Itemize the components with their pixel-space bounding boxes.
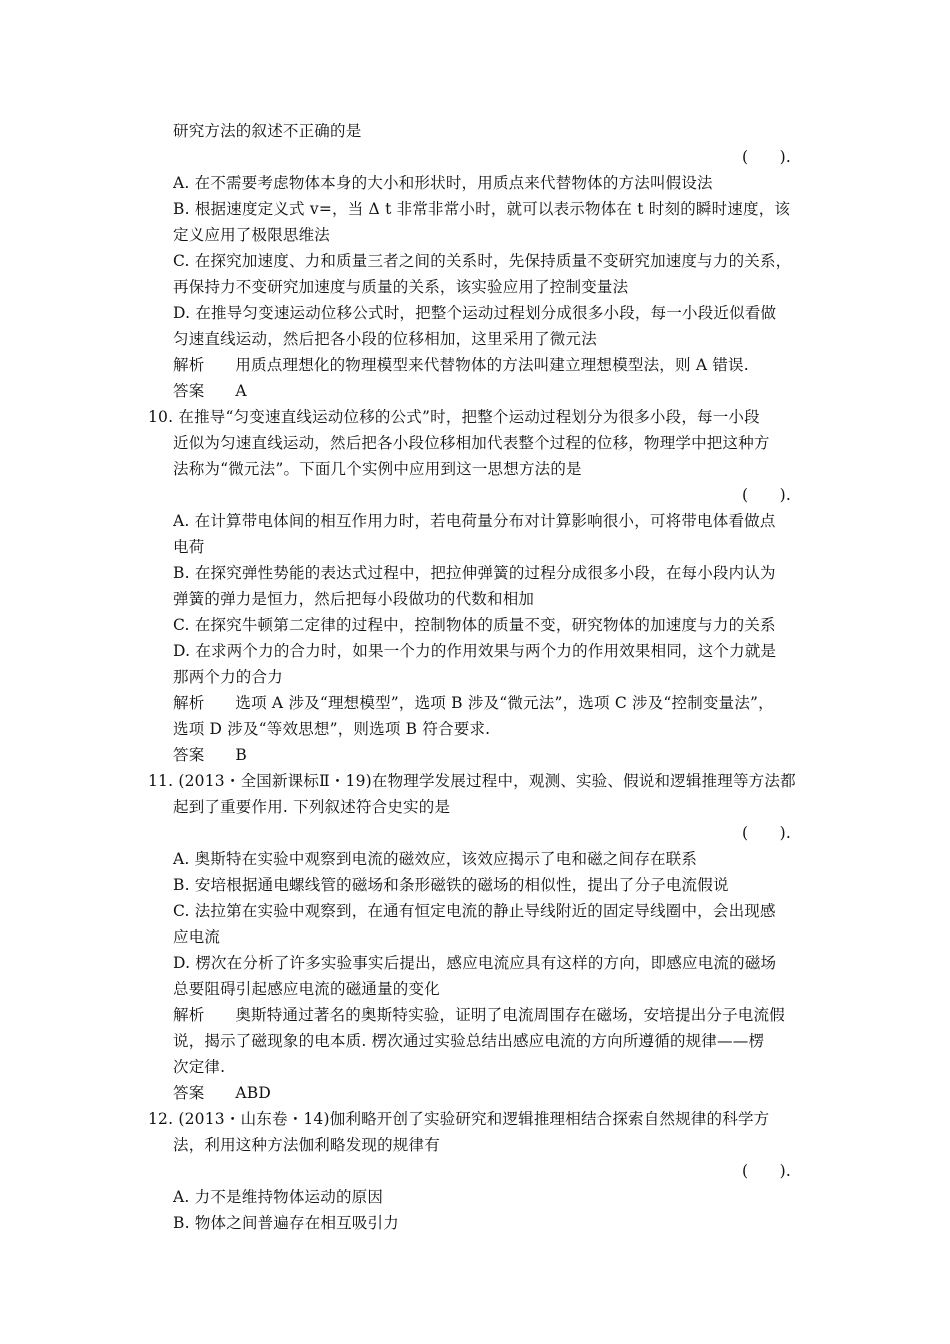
q10-answer-bracket: ( ). [742,486,792,504]
q9-stem-tail: 研究方法的叙述不正确的是 [173,122,362,140]
analysis-label: 解析 [173,694,205,712]
q12-answer-bracket: ( ). [742,1162,792,1180]
q10-option-b-line2: 弹簧的弹力是恒力，然后把每小段做功的代数和相加 [173,590,535,608]
q11-answer [173,1082,271,1104]
answer-label: 答案 [173,746,205,764]
q10-stem-line2: 近似为匀速直线运动，然后把各小段位移相加代表整个过程的位移，物理学中把这种方 [173,434,770,452]
q9-option-c-line2: 再保持力不变研究加速度与质量的关系，该实验应用了控制变量法 [173,278,629,296]
answer-value: A [235,382,247,400]
q11-option-d-line2: 总要阻碍引起感应电流的磁通量的变化 [173,980,440,998]
q9-option-c-line1: C. 在探究加速度、力和质量三者之间的关系时，先保持质量不变研究加速度与力的关系， [173,252,792,270]
q11-stem-line1: 11. (2013・全国新课标Ⅱ・19)在物理学发展过程中，观测、实验、假说和逻辑推理等方法都 [148,772,796,790]
answer-label: 答案 [173,382,205,400]
q10-analysis-line2: 选项 D 涉及“等效思想”，则选项 B 符合要求. [173,720,491,738]
q10-option-a-line1: A. 在计算带电体间的相互作用力时，若电荷量分布对计算影响很小，可将带电体看做点 [173,512,776,530]
q11-stem-line2: 起到了重要作用. 下列叙述符合史实的是 [173,798,451,816]
q10-analysis-line1 [173,692,774,714]
q11-option-c-line2: 应电流 [173,928,221,946]
q12-stem-line2: 法，利用这种方法伽利略发现的规律有 [173,1136,440,1154]
q10-option-b-line1: B. 在探究弹性势能的表达式过程中，把拉伸弹簧的过程分成很多小段，在每小段内认为 [173,564,776,582]
q12-option-a: A. 力不是维持物体运动的原因 [173,1188,384,1206]
q11-option-d-line1: D. 楞次在分析了许多实验事实后提出，感应电流应具有这样的方向，即感应电流的磁场 [173,954,777,972]
q9-option-b-line1: B. 根据速度定义式 v=，当 Δ t 非常非常小时，就可以表示物体在 t 时刻的瞬时速度，该 [173,200,791,218]
q9-answer [173,380,247,402]
q11-analysis-line2: 说，揭示了磁现象的电本质. 楞次通过实验总结出感应电流的方向所遵循的规律——楞 [173,1032,765,1050]
q10-answer [173,744,247,766]
q10-option-a-line2: 电荷 [173,538,205,556]
analysis-text: 用质点理想化的物理模型来代替物体的方法叫建立理想模型法，则 A 错误. [235,356,749,374]
q9-option-b-line2: 定义应用了极限思维法 [173,226,331,244]
analysis-text: 奥斯特通过著名的奥斯特实验，证明了电流周围存在磁场，安培提出分子电流假 [235,1006,785,1024]
q10-stem-line1: 10. 在推导“匀变速直线运动位移的公式”时，把整个运动过程划分为很多小段，每一小段 [148,408,760,426]
analysis-text: 选项 A 涉及“理想模型”，选项 B 涉及“微元法”，选项 C 涉及“控制变量法”， [235,694,774,712]
q9-option-a: A. 在不需要考虑物体本身的大小和形状时，用质点来代替物体的方法叫假设法 [173,174,713,192]
q10-stem-line3: 法称为“微元法”。下面几个实例中应用到这一思想方法的是 [173,460,582,478]
q11-option-a: A. 奥斯特在实验中观察到电流的磁效应，该效应揭示了电和磁之间存在联系 [173,850,698,868]
q9-answer-bracket: ( ). [742,148,792,166]
q12-stem-line1: 12. (2013・山东卷・14)伽利略开创了实验研究和逻辑推理相结合探索自然规律的科学方 [148,1110,770,1128]
q11-option-b: B. 安培根据通电螺线管的磁场和条形磁铁的磁场的相似性，提出了分子电流假说 [173,876,729,894]
q11-analysis-line3: 次定律. [173,1058,226,1076]
answer-value: B [235,746,247,764]
q9-option-d-line2: 匀速直线运动，然后把各小段的位移相加，这里采用了微元法 [173,330,597,348]
analysis-label: 解析 [173,1006,205,1024]
answer-value: ABD [235,1084,272,1102]
q11-analysis-line1 [173,1004,785,1026]
q9-analysis [173,354,749,376]
q9-option-d-line1: D. 在推导匀变速运动位移公式时，把整个运动过程划分成很多小段，每一小段近似看做 [173,304,777,322]
q11-option-c-line1: C. 法拉第在实验中观察到，在通有恒定电流的静止导线附近的固定导线圈中，会出现感 [173,902,776,920]
q11-answer-bracket: ( ). [742,824,792,842]
q12-option-b: B. 物体之间普遍存在相互吸引力 [173,1214,399,1232]
q10-option-d-line2: 那两个力的合力 [173,668,283,686]
analysis-label: 解析 [173,356,205,374]
answer-label: 答案 [173,1084,205,1102]
q10-option-d-line1: D. 在求两个力的合力时，如果一个力的作用效果与两个力的作用效果相同，这个力就是 [173,642,777,660]
q10-option-c: C. 在探究牛顿第二定律的过程中，控制物体的质量不变，研究物体的加速度与力的关系 [173,616,776,634]
